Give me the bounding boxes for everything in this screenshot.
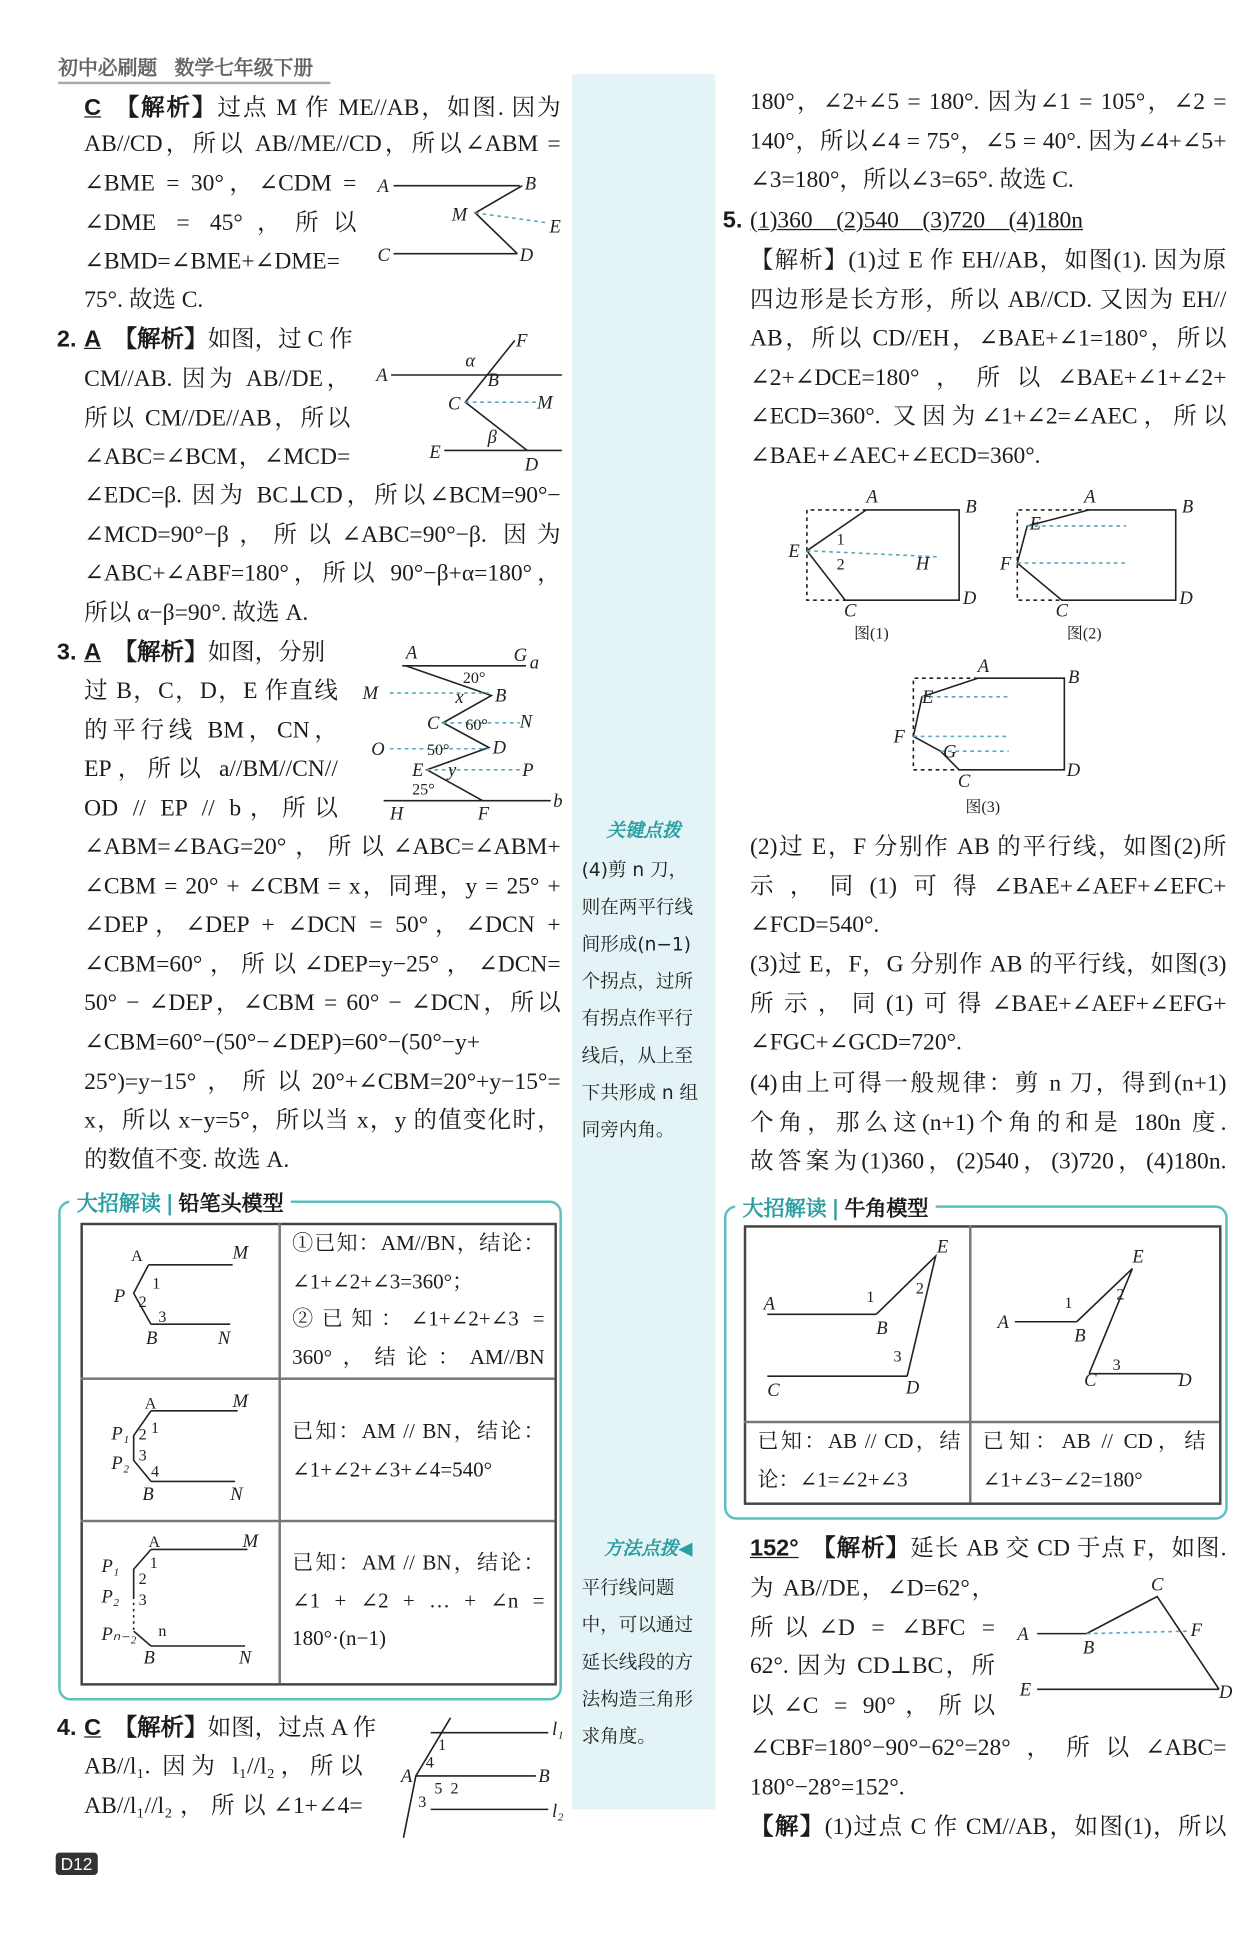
q4-tag: 【解析】 <box>113 1715 208 1742</box>
text-line: ∠FCD=540°. <box>749 912 880 939</box>
fig-label: D <box>962 587 977 609</box>
fig-label: F <box>1190 1620 1202 1642</box>
fig-label: A <box>148 1534 161 1551</box>
figure-q2 <box>374 331 562 476</box>
text-line: 下共形成 n 组 <box>581 1081 699 1104</box>
text-line: ∠EDC=β. 因为 BC⊥CD，所以∠BCM=90°− <box>84 482 561 509</box>
fig-label: 1 <box>438 1736 447 1754</box>
text-line: 间形成(n−1) <box>581 933 691 956</box>
text-line: ∠DME = 45°，所以 <box>84 209 357 236</box>
fig-label: 3 <box>418 1793 427 1811</box>
fig-label: C <box>426 712 440 734</box>
text-line: ∠MCD=90°−β，所以∠ABC=90°−β. 因为 <box>84 521 561 548</box>
fig-label: 50° <box>426 741 450 759</box>
text-line: ∠ABC+∠ABF=180°，所以 90°−β+α=180°， <box>84 560 561 587</box>
fig-label: F <box>999 553 1012 575</box>
figure-5-2 <box>999 486 1193 642</box>
fig-label: M <box>232 1242 249 1264</box>
text-line: 个角，那么这(n+1)个角的和是 180n 度. <box>749 1109 1227 1136</box>
figure-q4 <box>399 1718 564 1838</box>
fig-label: 1 <box>836 531 845 549</box>
fig-label: M <box>537 392 553 414</box>
fig-label: l₁ <box>551 1719 564 1741</box>
box-model-name: 牛角模型 <box>844 1196 929 1222</box>
text-line: 示，同(1)可得∠BAE+∠AEF+∠EFC+ <box>749 873 1227 900</box>
fig-label: M <box>451 204 468 226</box>
q5-answer: (1)360 (2)540 (3)720 (4)180n <box>749 207 1084 234</box>
text-line: 50° − ∠DEP，∠CBM = 60° − ∠DCN，所以 <box>84 990 561 1017</box>
fig-label: H <box>915 553 930 575</box>
fig-label: C <box>448 393 461 415</box>
fig-label: D <box>519 245 534 267</box>
q6-head-text: 延长 AB 交 CD 于点 F，如图. <box>910 1535 1227 1562</box>
text-line: CM//AB. 因为 AB//DE， <box>84 366 351 393</box>
fig-caption: 图(3) <box>965 798 1001 816</box>
fig-label: E <box>788 540 800 562</box>
fig-label: D <box>524 454 539 476</box>
fig-label: 5 <box>434 1780 443 1798</box>
text-line: 已知：AB // CD，结 <box>982 1429 1206 1453</box>
fig-label: 3 <box>893 1348 902 1366</box>
box-title-sep: | <box>165 1191 174 1217</box>
fig-label: 2 <box>1116 1286 1125 1304</box>
fig-label: E <box>1132 1246 1144 1268</box>
text-line: ①已知：AM//BN，结论： <box>292 1231 545 1255</box>
q1-answer: C <box>84 95 102 122</box>
text-line: 法构造三角形 <box>581 1688 694 1711</box>
q4-number: 4. <box>56 1715 77 1742</box>
figure-pencil-1 <box>113 1243 250 1349</box>
fig-label: B <box>143 1647 155 1669</box>
figure-5-3 <box>893 656 1081 816</box>
text-line: ∠CBM = 20° + ∠CBM = x，同理，y = 25° + <box>84 873 561 900</box>
fig-label: D <box>905 1377 920 1399</box>
figure-q1 <box>375 173 561 266</box>
text-line: 故答案为(1)360，(2)540，(3)720，(4)180n. <box>749 1148 1227 1175</box>
fig-label: A <box>1084 486 1096 508</box>
fig-label: M <box>242 1531 259 1552</box>
fig-label: 2 <box>138 1571 147 1589</box>
fig-label: F <box>516 330 528 352</box>
text-line: EP，所以 a//BM//CN// <box>84 756 338 783</box>
q6-tag: 【解析】 <box>811 1535 911 1562</box>
text-line: x，所以 x−y=5°，所以当 x，y 的值变化时， <box>84 1107 561 1134</box>
text-line: ∠2+∠DCE=180°，所以∠BAE+∠1+∠2+ <box>749 364 1227 391</box>
text-line: (4)剪 n 刀， <box>581 858 688 882</box>
fig-label: A <box>866 486 878 508</box>
text-line: 平行线问题 <box>581 1576 675 1599</box>
fig-caption: 图(2) <box>1066 625 1102 643</box>
fig-label: B <box>876 1318 888 1340</box>
fig-label: A <box>376 365 388 387</box>
q2-number: 2. <box>56 326 77 353</box>
text-line: ∠CBM=60°，所以∠DEP=y−25°，∠DCN= <box>84 951 561 978</box>
q7-head-text: (1)过点 C 作 CM//AB，如图(1)，所以 <box>824 1814 1227 1841</box>
text-line: ∠1+∠3−∠2=180° <box>982 1467 1143 1491</box>
fig-label: A <box>997 1311 1009 1333</box>
fig-label: 60° <box>465 717 488 735</box>
text-line: ∠CBM=60°−(50°−∠DEP)=60°−(50°−y+ <box>84 1029 481 1056</box>
q2-tag: 【解析】 <box>113 326 208 353</box>
box-model-name: 铅笔头模型 <box>178 1191 284 1217</box>
fig-label: C <box>377 245 390 267</box>
fig-label: C <box>767 1380 780 1402</box>
fig-label: P₁ <box>101 1555 120 1577</box>
fig-label: E <box>922 686 934 708</box>
text-line: (4)由上可得一般规律：剪 n 刀，得到(n+1) <box>749 1070 1227 1097</box>
figure-pencil-3 <box>100 1531 259 1668</box>
text-line: (2)过 E，F 分别作 AB 的平行线，如图(2)所 <box>749 834 1227 861</box>
fig-label: D <box>1178 1370 1192 1392</box>
text-line: 180°−28°=152°. <box>749 1774 905 1801</box>
text-line: ∠BME = 30°，∠CDM = <box>84 170 357 197</box>
q4-head-text: 如图，过点 A 作 <box>207 1715 377 1742</box>
fig-label: 2 <box>836 556 845 574</box>
text-line: 个拐点，过所 <box>581 970 694 993</box>
q3-head-text: 如图，分别 <box>207 639 326 666</box>
text-line: 以∠C = 90°，所以 <box>749 1692 996 1719</box>
fig-label: 2 <box>138 1426 147 1444</box>
key-tip-title: 关键点拨 <box>606 819 681 842</box>
text-line: 已知：AM // BN，结论： <box>292 1550 545 1575</box>
fig-label: B <box>1068 667 1080 689</box>
fig-label: E <box>936 1236 949 1258</box>
fig-label: n <box>158 1623 167 1641</box>
fig-label: B <box>1082 1637 1095 1659</box>
fig-label: 1 <box>150 1420 160 1438</box>
fig-label: N <box>217 1328 231 1350</box>
text-line: ∠DEP，∠DEP + ∠DCN = 50°，∠DCN + <box>84 912 561 939</box>
fig-label: 3 <box>1112 1357 1121 1375</box>
fig-caption: 图(1) <box>853 625 889 643</box>
fig-label: A <box>131 1248 143 1266</box>
text-line: ∠ECD=360°. 又因为∠1+∠2=∠AEC，所以 <box>749 403 1227 430</box>
fig-label: C <box>1150 1574 1164 1596</box>
text-line: 线后，从上至 <box>581 1044 694 1067</box>
text-line: OD // EP // b，所以 <box>84 795 338 822</box>
q3-tag: 【解析】 <box>113 639 208 666</box>
text-line: 中，可以通过 <box>581 1613 694 1637</box>
fig-label: D <box>492 737 506 759</box>
text-line: 360°，结论：AM//BN <box>292 1344 545 1369</box>
fig-label: D <box>1179 587 1193 609</box>
fig-label: 2 <box>915 1280 924 1298</box>
fig-label: b <box>553 790 563 812</box>
q4-answer: C <box>84 1715 102 1742</box>
fig-label: 2 <box>138 1293 147 1311</box>
text-line: 25°)=y−15°，所以20°+∠CBM=20°+y−15°= <box>84 1068 561 1095</box>
fig-label: 2 <box>450 1780 459 1798</box>
fig-label: 20° <box>462 670 486 688</box>
fig-label: H <box>389 803 404 825</box>
fig-label: 25° <box>412 781 435 799</box>
fig-label: 1 <box>1064 1295 1073 1313</box>
fig-label: 3 <box>158 1308 167 1326</box>
fig-label: E <box>412 759 424 781</box>
fig-label: P <box>522 759 534 781</box>
text-line: 四边形是长方形，所以 AB//CD. 又因为 EH// <box>749 286 1227 313</box>
fig-label: E <box>1019 1679 1032 1701</box>
fig-label: E <box>429 441 441 463</box>
fig-label: B <box>965 496 977 518</box>
text-line: ∠ABC=∠BCM，∠MCD= <box>84 444 351 471</box>
text-line: ∠CBF=180°−90°−62°=28°，所以∠ABC= <box>749 1735 1227 1762</box>
text-line: 的数值不变. 故选 A. <box>84 1146 290 1173</box>
fig-label: A <box>400 1766 413 1788</box>
figure-horn-right <box>996 1246 1193 1391</box>
text-line: 同旁内角。 <box>581 1118 675 1142</box>
fig-label: M <box>362 683 379 705</box>
text-line: 为 AB//DE，∠D=62°， <box>749 1575 996 1602</box>
figure-q6 <box>1015 1574 1233 1703</box>
text-line: 论：∠1=∠2+∠3 <box>757 1467 908 1491</box>
text-line: 所以∠D = ∠BFC = <box>749 1614 996 1641</box>
fig-label: C <box>1084 1370 1097 1392</box>
q2-answer: A <box>84 326 102 353</box>
text-line: 75°. 故选 C. <box>84 287 204 314</box>
q7-tag: 【解】 <box>749 1814 825 1841</box>
fig-label: B <box>495 685 507 707</box>
book-title: 初中必刷题 <box>58 55 158 80</box>
box-title-label: 大招解读 <box>742 1196 827 1222</box>
fig-label: x <box>455 686 464 708</box>
fig-label: M <box>232 1391 249 1413</box>
subject-title: 数学七年级下册 <box>174 55 314 80</box>
text-line: ∠1+∠2+∠3=360°； <box>292 1269 474 1293</box>
fig-label: D <box>1219 1681 1233 1703</box>
text-line: 【解析】(1)过 E 作 EH//AB，如图(1). 因为原 <box>749 247 1227 274</box>
q3-number: 3. <box>56 639 77 666</box>
fig-label: Pₙ₋₂ <box>101 1623 137 1645</box>
fig-label: C <box>957 771 971 793</box>
fig-label: E <box>1029 513 1042 535</box>
text-line: 140°，所以∠4 = 75°，∠5 = 40°. 因为∠4+∠5+ <box>749 128 1227 155</box>
q5-number: 5. <box>722 207 743 234</box>
fig-label: E <box>549 216 561 238</box>
text-line: 180°，∠2+∠5 = 180°. 因为∠1 = 105°，∠2 = <box>749 89 1227 116</box>
q6-answer: 152° <box>749 1535 799 1562</box>
fig-label: N <box>519 711 533 733</box>
text-line: AB//l₁//l₂，所以∠1+∠4= <box>84 1792 363 1819</box>
fig-label: F <box>893 726 905 748</box>
text-line: 62°. 因为 CD⊥BC，所 <box>749 1653 996 1680</box>
text-line: AB，所以 CD//EH，∠BAE+∠1=180°，所以 <box>749 325 1227 352</box>
figure-5-1 <box>787 486 977 642</box>
text-line: 求角度。 <box>581 1725 656 1748</box>
text-line: ∠BMD=∠BME+∠DME= <box>84 248 340 275</box>
text-line: 延长线段的方 <box>581 1650 694 1674</box>
fig-label: D <box>1066 759 1081 781</box>
text-line: AB//CD，所以 AB//ME//CD，所以∠ABM = <box>84 131 561 158</box>
fig-label: P₁ <box>111 1423 130 1445</box>
fig-label: a <box>529 652 539 674</box>
fig-label: l₂ <box>551 1800 564 1822</box>
text-line: AB//l₁. 因为 l₁//l₂，所以 <box>84 1753 363 1780</box>
fig-label: N <box>230 1483 243 1505</box>
text-line: ∠FGC+∠GCD=720°. <box>749 1029 962 1056</box>
page-number: D12 <box>56 1853 98 1875</box>
text-line: 已知：AB // CD，结 <box>757 1429 961 1453</box>
fig-label: G <box>943 741 957 763</box>
figure-horn-left <box>762 1236 949 1401</box>
text-line: ∠BAE+∠AEC+∠ECD=360°. <box>749 443 1041 470</box>
fig-label: α <box>465 350 476 372</box>
fig-label: B <box>538 1766 550 1788</box>
text-line: ∠1+∠2+∠3+∠4=540° <box>292 1457 493 1481</box>
fig-label: B <box>1074 1325 1086 1347</box>
text-line: ∠3=180°，所以∠3=65°. 故选 C. <box>749 167 1074 194</box>
fig-label: P₂ <box>111 1453 130 1475</box>
fig-label: A <box>144 1395 157 1413</box>
q2-head-text: 如图，过 C 作 <box>207 326 353 353</box>
q1-tag: 【解析】 <box>113 95 218 122</box>
fig-label: 1 <box>152 1275 161 1293</box>
text-line: (3)过 E，F，G 分别作 AB 的平行线，如图(3) <box>749 951 1227 978</box>
fig-label: A <box>763 1293 775 1315</box>
fig-label: A <box>1017 1623 1029 1645</box>
figure-pencil-2 <box>110 1391 249 1505</box>
fig-label: C <box>844 600 857 622</box>
figure-q3 <box>362 642 563 824</box>
fig-label: O <box>371 738 385 760</box>
text-line: ∠1 + ∠2 + … + ∠n = <box>292 1588 545 1612</box>
fig-label: B <box>1181 496 1194 518</box>
fig-label: F <box>477 803 490 825</box>
fig-label: A <box>405 642 418 664</box>
fig-label: B <box>487 370 499 392</box>
fig-label: P <box>113 1285 126 1307</box>
q1-head-text: 过点 M 作 ME//AB，如图. 因为 <box>217 95 561 122</box>
text-line: 180°·(n−1) <box>292 1626 386 1650</box>
text-line: 有拐点作平行 <box>581 1007 694 1030</box>
fig-label: 4 <box>150 1463 160 1481</box>
fig-label: N <box>238 1647 252 1669</box>
fig-label: B <box>142 1483 154 1505</box>
text-line: 已知：AM // BN，结论： <box>292 1419 545 1444</box>
fig-label: 1 <box>149 1555 158 1573</box>
q3-answer: A <box>84 639 102 666</box>
box-title-sep: | <box>831 1196 840 1222</box>
fig-label: 4 <box>425 1754 434 1772</box>
box-title-label: 大招解读 <box>76 1191 161 1217</box>
fig-label: G <box>513 644 528 666</box>
text-line: 过 B，C，D，E 作直线 <box>84 678 338 705</box>
fig-label: 3 <box>138 1592 147 1610</box>
fig-label: P₂ <box>101 1586 120 1608</box>
fig-label: 3 <box>138 1447 147 1465</box>
fig-label: C <box>1055 600 1069 622</box>
fig-label: β <box>487 427 497 449</box>
fig-label: B <box>146 1328 158 1350</box>
fig-label: y <box>448 759 457 781</box>
text-line: ②已知：∠1+∠2+∠3 = <box>292 1306 545 1331</box>
fig-label: A <box>377 175 389 197</box>
text-line: 所以 CM//DE//AB，所以 <box>84 405 351 432</box>
method-tip-label: 方法点拨 <box>603 1537 679 1560</box>
arrow-left-icon: ◀ <box>678 1537 693 1560</box>
fig-label: A <box>977 656 990 678</box>
text-line: ∠ABM=∠BAG=20°，所以∠ABC=∠ABM+ <box>84 834 561 861</box>
fig-label: 1 <box>866 1288 875 1306</box>
text-line: 所以 α−β=90°. 故选 A. <box>84 599 309 626</box>
fig-label: B <box>524 173 537 195</box>
text-line: 则在两平行线 <box>581 896 694 919</box>
text-line: 所示，同(1)可得∠BAE+∠AEF+∠EFG+ <box>749 990 1227 1017</box>
text-line: 的平行线 BM，CN， <box>84 717 338 744</box>
